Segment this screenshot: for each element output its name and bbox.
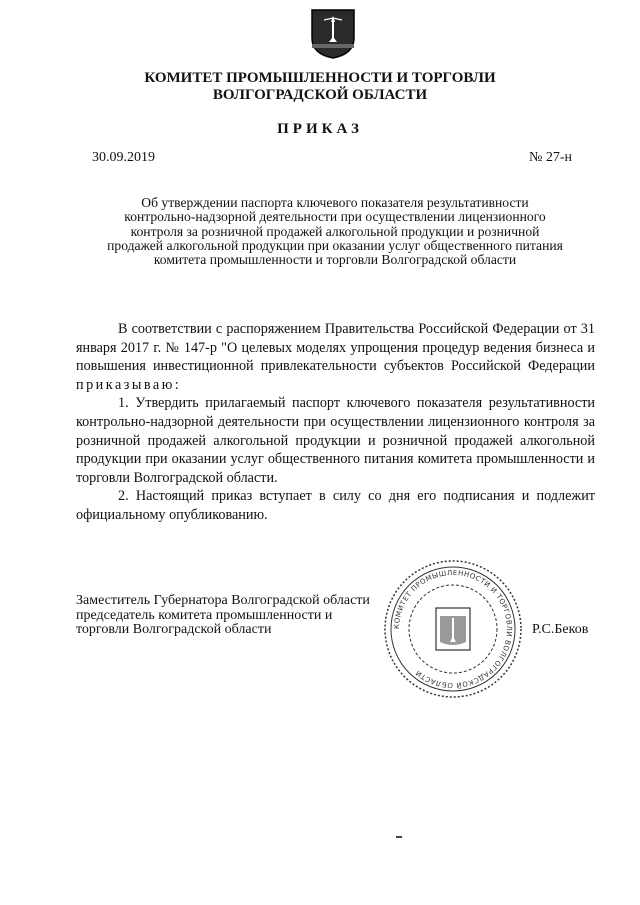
order-word: приказываю:	[76, 376, 182, 393]
coat-of-arms-emblem	[310, 8, 356, 60]
org-line-2: ВОЛГОГРАДСКОЙ ОБЛАСТИ	[212, 87, 428, 103]
document-body	[76, 320, 595, 525]
subject-line: контрольно-надзорной деятельности при осуществлении лицензионного	[124, 209, 546, 225]
document-subject	[70, 196, 600, 267]
body-paragraph-preamble	[76, 320, 595, 394]
subject-line: продажей алкогольной продукции при оказании услуг общественного питания	[107, 237, 563, 253]
stamp-circular-text: КОМИТЕТ ПРОМЫШЛЕННОСТИ И ТОРГОВЛИ ВОЛГОГРАДСКОЙ ОБЛАСТИ	[392, 568, 514, 690]
document-date: 30.09.2019	[92, 150, 155, 165]
org-line-1: КОМИТЕТ ПРОМЫШЛЕННОСТИ И ТОРГОВЛИ	[144, 70, 496, 86]
signatory-name: Р.С.Беков	[532, 622, 589, 637]
signatory-line-3: торговли Волгоградской области	[76, 622, 272, 637]
official-stamp	[382, 558, 524, 700]
subject-line: контроля за розничной продажей алкогольной продукции и розничной	[130, 223, 540, 239]
document-number: № 27-н	[528, 150, 572, 165]
organization-name	[0, 70, 640, 104]
preamble-text: В соответствии с распоряжением Правительства Российской Федерации от 31 января 2017 г. № 147-р "О целевых моделях упрощения процедур ведения бизнеса и повышения инвестиционной привлекательности субъектов Российской Федерации	[76, 321, 595, 375]
document-type: ПРИКАЗ	[277, 121, 363, 137]
signatory-line-1: Заместитель Губернатора Волгоградской области	[76, 593, 370, 608]
signatory-position	[76, 594, 370, 638]
body-paragraph-item-2: 2. Настоящий приказ вступает в силу со дня его подписания и подлежит официальному опубликованию.	[76, 488, 595, 523]
subject-line: комитета промышленности и торговли Волгоградской области	[153, 252, 517, 268]
scan-mark	[396, 836, 402, 838]
signatory-line-2: председатель комитета промышленности и	[76, 607, 333, 623]
subject-line: Об утверждении паспорта ключевого показателя результативности	[141, 195, 529, 210]
body-paragraph-item-1: 1. Утвердить прилагаемый паспорт ключевого показателя результативности контрольно-надзорной деятельности при осуществлении лицензионного контроля за розничной продажей алкогольной продукции и розничной продажей алкогольной продукции при оказании услуг общественного питания комитета промышленности и торговли Волгоградской области.	[76, 395, 595, 486]
